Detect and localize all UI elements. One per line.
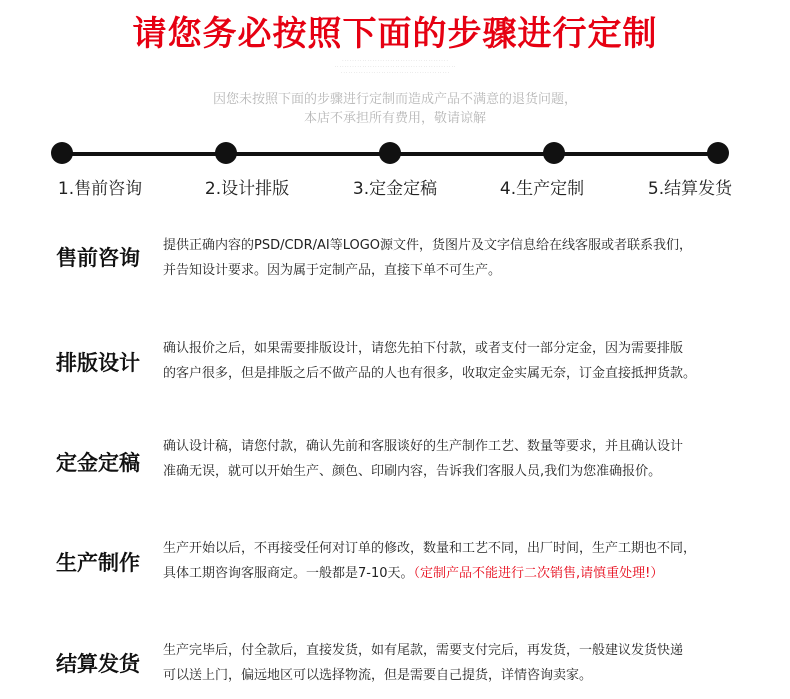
step-dot-4 bbox=[543, 142, 565, 164]
section-body-deposit bbox=[163, 434, 753, 484]
page-title: 请您务必按照下面的步骤进行定制 bbox=[132, 14, 658, 54]
step-dot-1 bbox=[51, 142, 73, 164]
refund-notice bbox=[0, 90, 790, 128]
section-layout-line-2: 的客户很多，但是排版之后不做产品的人也有很多，收取定金实属无奈，订金直接抵押货款。 bbox=[163, 366, 697, 381]
section-layout-line-1: 确认报价之后，如果需要排版设计，请您先拍下付款，或者支付一部分定金，因为需要排版 bbox=[163, 341, 684, 356]
decorative-subtext-line-3: · · · · · · · · · · · · · · · · · · · · · · · · · · · · · · · · · · · · · · · · · · · bbox=[340, 70, 450, 75]
section-presale-line-2: 并告知设计要求。因为属于定制产品，直接下单不可生产。 bbox=[163, 263, 502, 278]
section-shipping-line-2: 可以送上门，偏远地区可以选择物流，但是需要自己提货，详情咨询卖家。 bbox=[163, 668, 593, 683]
resale-warning: （定制产品不能进行二次销售,请慎重处理!） bbox=[413, 566, 664, 581]
section-deposit-line-1: 确认设计稿，请您付款，确认先前和客服谈好的生产制作工艺、数量等要求，并且确认设计 bbox=[163, 439, 684, 454]
section-heading-shipping: 结算发货 bbox=[56, 652, 140, 676]
step-label-2: 2.设计排版 bbox=[204, 179, 290, 199]
section-heading-layout: 排版设计 bbox=[56, 351, 140, 375]
step-label-5: 5.结算发货 bbox=[647, 179, 733, 199]
section-production-line-2-text: 具体工期咨询客服商定。一般都是7-10天。 bbox=[163, 566, 414, 581]
step-label-3: 3.定金定稿 bbox=[352, 179, 438, 199]
section-heading-presale: 售前咨询 bbox=[56, 246, 140, 270]
section-body-presale bbox=[163, 233, 753, 283]
refund-notice-line-2: 本店不承担所有费用，敬请谅解 bbox=[303, 111, 486, 126]
step-label-4: 4.生产定制 bbox=[499, 179, 585, 199]
section-production-line-1: 生产开始以后，不再接受任何对订单的修改，数量和工艺不同，出厂时间，生产工期也不同， bbox=[163, 541, 697, 556]
section-shipping-line-1: 生产完毕后，付全款后，直接发货，如有尾款，需要支付完后，再发货，一般建议发货快递 bbox=[163, 643, 684, 658]
section-body-production bbox=[163, 536, 753, 586]
section-body-layout bbox=[163, 336, 753, 386]
section-deposit-line-2: 准确无误，就可以开始生产、颜色、印刷内容，告诉我们客服人员,我们为您准确报价。 bbox=[163, 464, 662, 479]
decorative-subtext-line-2: · · · · · · · · · · · · · · · · · · · · · · · · · · · · · · · · · · · · · · · · · · · · · · · · bbox=[334, 64, 456, 69]
section-body-shipping bbox=[163, 638, 753, 688]
decorative-subtext-line-1: · · · · · · · · · · · · · · · · · · · · · · · · · · · · · · · · · · · · · · · · · · bbox=[342, 58, 448, 63]
step-dot-3 bbox=[379, 142, 401, 164]
section-production-line-2 bbox=[163, 561, 753, 586]
step-dot-2 bbox=[215, 142, 237, 164]
section-heading-deposit: 定金定稿 bbox=[56, 451, 140, 475]
section-heading-production: 生产制作 bbox=[56, 551, 140, 575]
section-presale-line-1: 提供正确内容的PSD/CDR/AI等LOGO源文件，货图片及文字信息给在线客服或者联系我们， bbox=[163, 238, 693, 253]
step-dot-5 bbox=[707, 142, 729, 164]
refund-notice-line-1: 因您未按照下面的步骤进行定制而造成产品不满意的退货问题， bbox=[212, 92, 577, 107]
step-label-1: 1.售前咨询 bbox=[57, 179, 143, 199]
